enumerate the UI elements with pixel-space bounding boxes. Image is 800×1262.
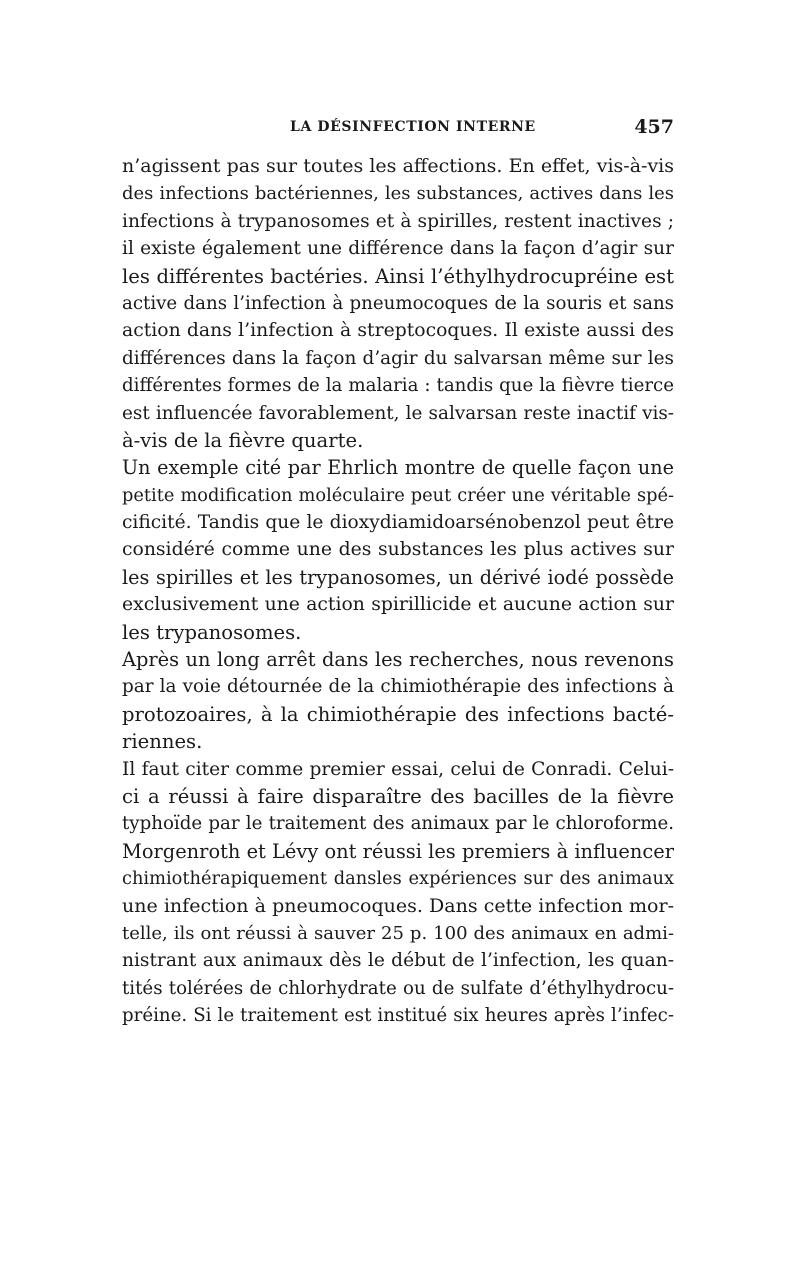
text-line: active dans l’infection à pneumocoques de la souris et sans <box>122 292 674 314</box>
text-line: à-vis de la fièvre quarte. <box>122 428 364 452</box>
text-line: action dans l’infection à streptocoques. Il existe aussi des <box>122 320 674 342</box>
text-line: des infections bactériennes, les substances, actives dans les <box>122 183 674 205</box>
page-number: 457 <box>634 116 674 138</box>
text-line: il existe également une différence dans la façon d’agir sur <box>122 238 674 260</box>
body-text <box>122 153 674 1030</box>
text-line: Après un long arrêt dans les recherches, nous revenons <box>122 648 674 672</box>
text-line: nistrant aux animaux dès le début de l’infection, les quan- <box>122 950 674 972</box>
text-line: les différentes bactéries. Ainsi l’éthylhydrocupréine est <box>122 264 674 288</box>
text-line: protozoaires, à la chimiothérapie des infections bacté- <box>122 702 674 726</box>
text-line: différentes formes de la malaria : tandis que la fièvre tierce <box>122 375 674 397</box>
text-line: considéré comme une des substances les plus actives sur <box>122 539 674 561</box>
running-head: LA DÉSINFECTION INTERNE <box>290 119 536 135</box>
text-line: tités tolérées de chlorhydrate ou de sulfate d’éthylhydrocu- <box>122 977 674 999</box>
text-line: les spirilles et les trypanosomes, un dérivé iodé possède <box>122 565 674 589</box>
text-line: préine. Si le traitement est institué six heures après l’infec- <box>122 1005 674 1027</box>
text-line: telle, ils ont réussi à sauver 25 p. 100 des animaux en admi- <box>122 922 674 944</box>
text-line: par la voie détournée de la chimiothérapie des infections à <box>122 676 674 698</box>
text-line: Morgenroth et Lévy ont réussi les premiers à influencer <box>122 839 674 863</box>
text-line: Il faut citer comme premier essai, celui de Conradi. Celui- <box>122 758 674 780</box>
text-line: typhoïde par le traitement des animaux par le chloroforme. <box>122 813 674 835</box>
text-line: une infection à pneumocoques. Dans cette infection mor- <box>122 894 674 917</box>
page-header <box>122 116 674 142</box>
text-line: infections à trypanosomes et à spirilles, restent inactives ; <box>122 210 674 232</box>
text-line: différences dans la façon d’agir du salvarsan même sur les <box>122 347 674 369</box>
text-line: exclusivement une action spirillicide et aucune action sur <box>122 594 674 616</box>
text-line: ci a réussi à faire disparaître des bacilles de la fièvre <box>122 784 674 808</box>
text-line: est influencée favorablement, le salvarsan reste inactif vis- <box>122 402 674 424</box>
text-line: cificité. Tandis que le dioxydiamidoarsénobenzol peut être <box>122 512 674 534</box>
text-line: petite modification moléculaire peut créer une véritable spé- <box>122 484 674 506</box>
text-line: chimiothérapiquement dansles expériences sur des animaux <box>122 868 674 890</box>
text-line: riennes. <box>122 730 203 754</box>
text-line: n’agissent pas sur toutes les affections. En effet, vis-à-vis <box>122 155 674 177</box>
text-line: les trypanosomes. <box>122 620 302 644</box>
text-line: Un exemple cité par Ehrlich montre de quelle façon une <box>122 456 674 480</box>
